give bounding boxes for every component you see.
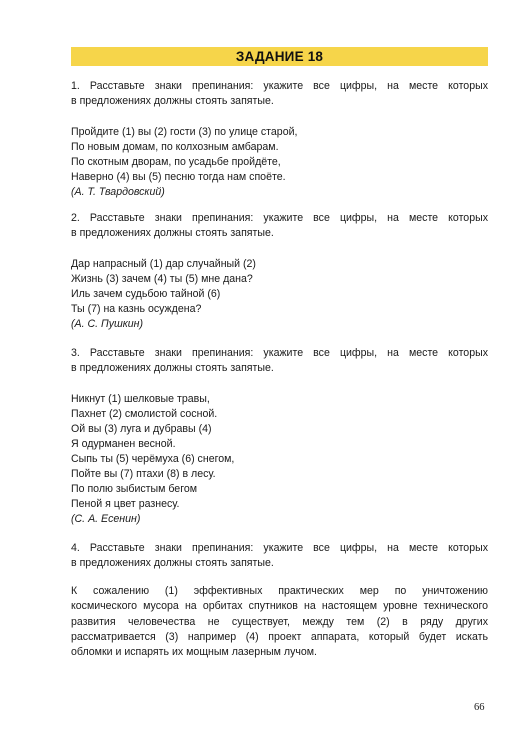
page-title: ЗАДАНИЕ 18: [71, 47, 488, 66]
instruction-line: 1. Расставьте знаки препинания: укажите все цифры, на месте которых: [71, 80, 488, 92]
instruction-line: в предложениях должны стоять запятые.: [71, 95, 274, 108]
poem-line: По полю зыбистым бегом: [71, 483, 198, 495]
poem-author: (А. С. Пушкин): [71, 318, 144, 330]
poem-line: Наверно (4) вы (5) песню тогда нам споёте.: [71, 171, 286, 183]
poem-line: Я одурманен весной.: [71, 438, 176, 450]
prose-line: космического мусора на орбитах спутников на настоящем уровне технического: [71, 600, 488, 613]
instruction-line: 4. Расставьте знаки препинания: укажите все цифры, на месте которых: [71, 542, 488, 554]
instruction-line: в предложениях должны стоять запятые.: [71, 557, 274, 570]
poem-line: По новым домам, по колхозным амбарам.: [71, 141, 279, 153]
poem-line: Ты (7) на казнь осуждена?: [71, 303, 202, 315]
prose-line: К сожалению (1) эффективных практических мер по уничтожению: [71, 585, 488, 597]
poem-line: Жизнь (3) зачем (4) ты (5) мне дана?: [71, 273, 253, 285]
task-4-text: [71, 584, 488, 660]
instruction-line: 2. Расставьте знаки препинания: укажите все цифры, на месте которых: [71, 212, 488, 224]
task-1-instruction: [71, 79, 488, 110]
task-2-instruction: [71, 211, 488, 242]
poem-line: Пройдите (1) вы (2) гости (3) по улице старой,: [71, 126, 298, 138]
instruction-line: в предложениях должны стоять запятые.: [71, 227, 274, 240]
prose-line: развития человечества не существует, между тем (2) в ряду других: [71, 615, 488, 628]
prose-line: рассматривается (3) например (4) проект аппарата, который будет искать: [71, 630, 488, 643]
instruction-line: в предложениях должны стоять запятые.: [71, 362, 274, 375]
poem-author: (С. А. Есенин): [71, 513, 141, 525]
poem-line: Сыпь ты (5) черёмуха (6) снегом,: [71, 453, 235, 465]
instruction-line: 3. Расставьте знаки препинания: укажите все цифры, на месте которых: [71, 347, 488, 359]
page-number: 66: [474, 702, 485, 713]
poem-line: По скотным дворам, по усадьбе пройдёте,: [71, 156, 281, 168]
poem-line: Пойте вы (7) птахи (8) в лесу.: [71, 468, 216, 480]
poem-line: Никнут (1) шелковые травы,: [71, 393, 210, 405]
poem-line: Пахнет (2) смолистой сосной.: [71, 408, 218, 420]
task-4-instruction: [71, 541, 488, 572]
poem-line: Дар напрасный (1) дар случайный (2): [71, 258, 256, 270]
poem-author: (А. Т. Твардовский): [71, 186, 165, 198]
prose-line: обломки и испарять их мощным лазерным лучом.: [71, 646, 318, 659]
poem-line: Иль зачем судьбою тайной (6): [71, 288, 221, 300]
task-3-instruction: [71, 346, 488, 377]
poem-line: Ой вы (3) луга и дубравы (4): [71, 423, 212, 435]
poem-line: Пеной я цвет разнесу.: [71, 498, 180, 510]
